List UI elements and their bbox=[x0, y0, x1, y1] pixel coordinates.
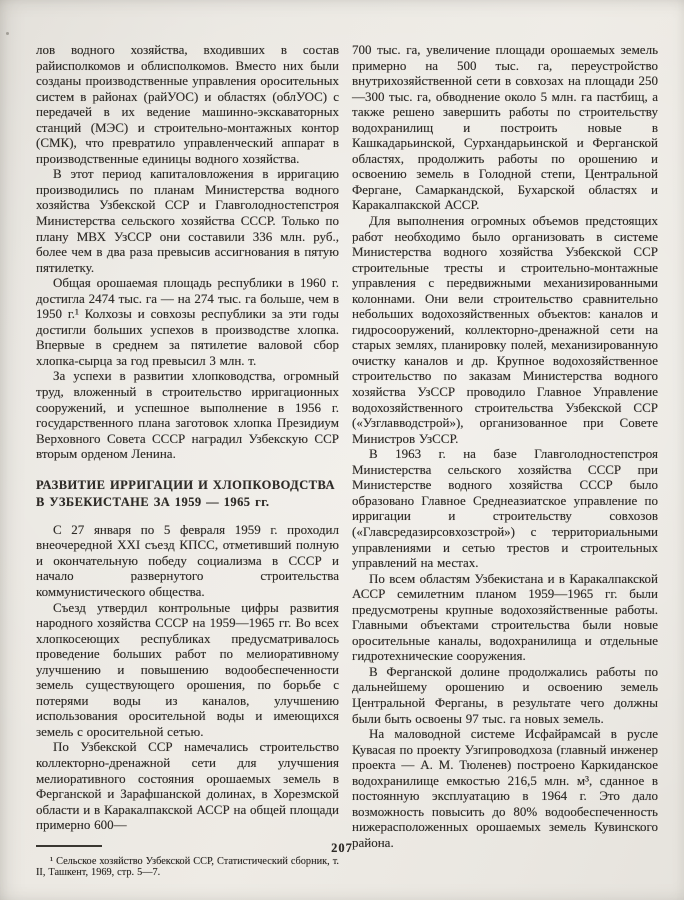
left-column bbox=[36, 42, 339, 879]
paragraph: В 1963 г. на базе Главголодностепстроя Министерства сельского хозяйства СССР при Министерстве водного хозяйства СССР было образовано Главное Среднеазиатское управление по ирригации и строительству совхозов («Главсредазирсовхозстрой») с территориальными управлениями и сетью трестов и строительных управлений на местах. bbox=[352, 446, 658, 571]
paragraph: Съезд утвердил контрольные цифры развития народного хозяйства СССР на 1959—1965 гг. Во всех хлопкосеющих республиках предусматривалось проведение больших работ по мелиоративному улучшению и повышению водообеспеченности земель существующего орошения, по борьбе с потерями воды из каналов, улучшению использования оросительной воды и имеющихся земель с оросительной сетью. bbox=[36, 599, 339, 739]
paragraph: По Узбекской ССР намечались строительство коллекторно-дренажной сети для улучшения мелиоративного состояния орошаемых земель в Ферганской и Зарафшанской долинах, в Хорезмской области и в Каракалпакской АССР на общей площади примерно 600— bbox=[36, 739, 339, 833]
paragraph: По всем областям Узбекистана и в Каракалпакской АССР семилетним планом 1959—1965 гг. были предусмотрены крупные водохозяйственные работы. Главными объектами строительства были новые оросительные каналы, водохранилища и отдельные гидротехнические сооружения. bbox=[352, 570, 658, 664]
paragraph: В этот период капиталовложения в ирригацию производились по планам Министерства водного хозяйства Узбекской ССР и Главголодностепстроя Министерства сельского хозяйства СССР. Только по плану МВХ УзССР они составили 336 млн. руб., более чем в два раза превысив ассигнования в пятую пятилетку. bbox=[36, 166, 339, 275]
paragraph: лов водного хозяйства, входивших в состав райисполкомов и облисполкомов. Вместо них были созданы производственные управления оросительных систем в районах (райУОС) и областях (облУОС) с передачей в их ведение машинно-экскаваторных станций (МЭС) и строительно-монтажных контор (СМК), что превратило управленческий аппарат в производственные единицы водного хозяйства. bbox=[36, 42, 339, 166]
section-heading bbox=[36, 477, 339, 511]
section-heading-line2: В УЗБЕКИСТАНЕ ЗА 1959 — 1965 гг. bbox=[36, 494, 270, 509]
paragraph: На маловодной системе Исфайрамсай в русле Кувасая по проекту Узгипроводхоза (главный инженер проекта — А. М. Тюленев) построено Каркиданское водохранилище емкостью 216,5 млн. м³, сданное в постоянную эксплуатацию в 1964 г. Это дало возможность повысить до 80% водообеспеченность нижерасположенных орошаемых земель Кувинского района. bbox=[352, 726, 658, 850]
page-number: 207 bbox=[331, 841, 353, 855]
scan-artifact-speck bbox=[6, 32, 9, 35]
paragraph: Для выполнения огромных объемов предстоящих работ необходимо было организовать в системе Министерства водного хозяйства Узбекской ССР строительные тресты и строительно-монтажные управления с передвижными механизированными колоннами. Они вели строительство сравнительно небольших водохозяйственных объектов: каналов и гидросооружений, коллекторно-дренажной сети на старых землях, планировку полей, механизированную очистку каналов и др. Крупное водохозяйственное строительство по заказам Министерства водного хозяйства УзССР проводило Главное Управление водохозяйственного строительства Узбекской ССР («Узглавводстрой»), организованное при Совете Министров УзССР. bbox=[352, 213, 658, 446]
paragraph: С 27 января по 5 февраля 1959 г. проходил внеочередной XXI съезд КПСС, отметивший полную и окончательную победу социализма в СССР и начало развернутого строительства коммунистического общества. bbox=[36, 521, 339, 599]
footnote-text: ¹ Сельское хозяйство Узбекской ССР, Статистический сборник, т. II, Ташкент, 1969, стр. 5—7. bbox=[36, 855, 339, 879]
right-column bbox=[352, 42, 658, 850]
paragraph: Общая орошаемая площадь республики в 1960 г. достигла 2474 тыс. га — на 274 тыс. га больше, чем в 1950 г.¹ Колхозы и совхозы республики за эти годы достигли больших успехов в производстве хлопка. Впервые в среднем за пятилетие валовой сбор хлопка-сырца за год превысил 3 млн. т. bbox=[36, 275, 339, 368]
paragraph: В Ферганской долине продолжались работы по дальнейшему орошению и освоению земель Центральной Ферганы, в результате чего должны были быть освоены 97 тыс. га новых земель. bbox=[352, 663, 658, 726]
paragraph: За успехи в развитии хлопководства, огромный труд, вложенный в строительство ирригационных сооружений, и успешное выполнение в 1956 г. государственного плана заготовок хлопка Президиум Верховного Совета СССР наградил Узбекскую ССР вторым орденом Ленина. bbox=[36, 368, 339, 462]
paragraph: 700 тыс. га, увеличение площади орошаемых земель примерно на 500 тыс. га, переустройство внутрихозяйственной сети в совхозах на площади 250—300 тыс. га, обводнение около 5 млн. га пастбищ, а также решено завершить работы по строительству водохранилищ и построить новые в Кашкадарьинской, Сурхандарьинской и Ферганской областях, продолжить работы по орошению и освоению земель в Голодной степи, Центральной Фергане, Самаркандской, Бухарской областях и Каракалпакской АССР. bbox=[352, 42, 658, 213]
section-heading-line1: РАЗВИТИЕ ИРРИГАЦИИ И ХЛОПКОВОДСТВА bbox=[36, 477, 335, 492]
